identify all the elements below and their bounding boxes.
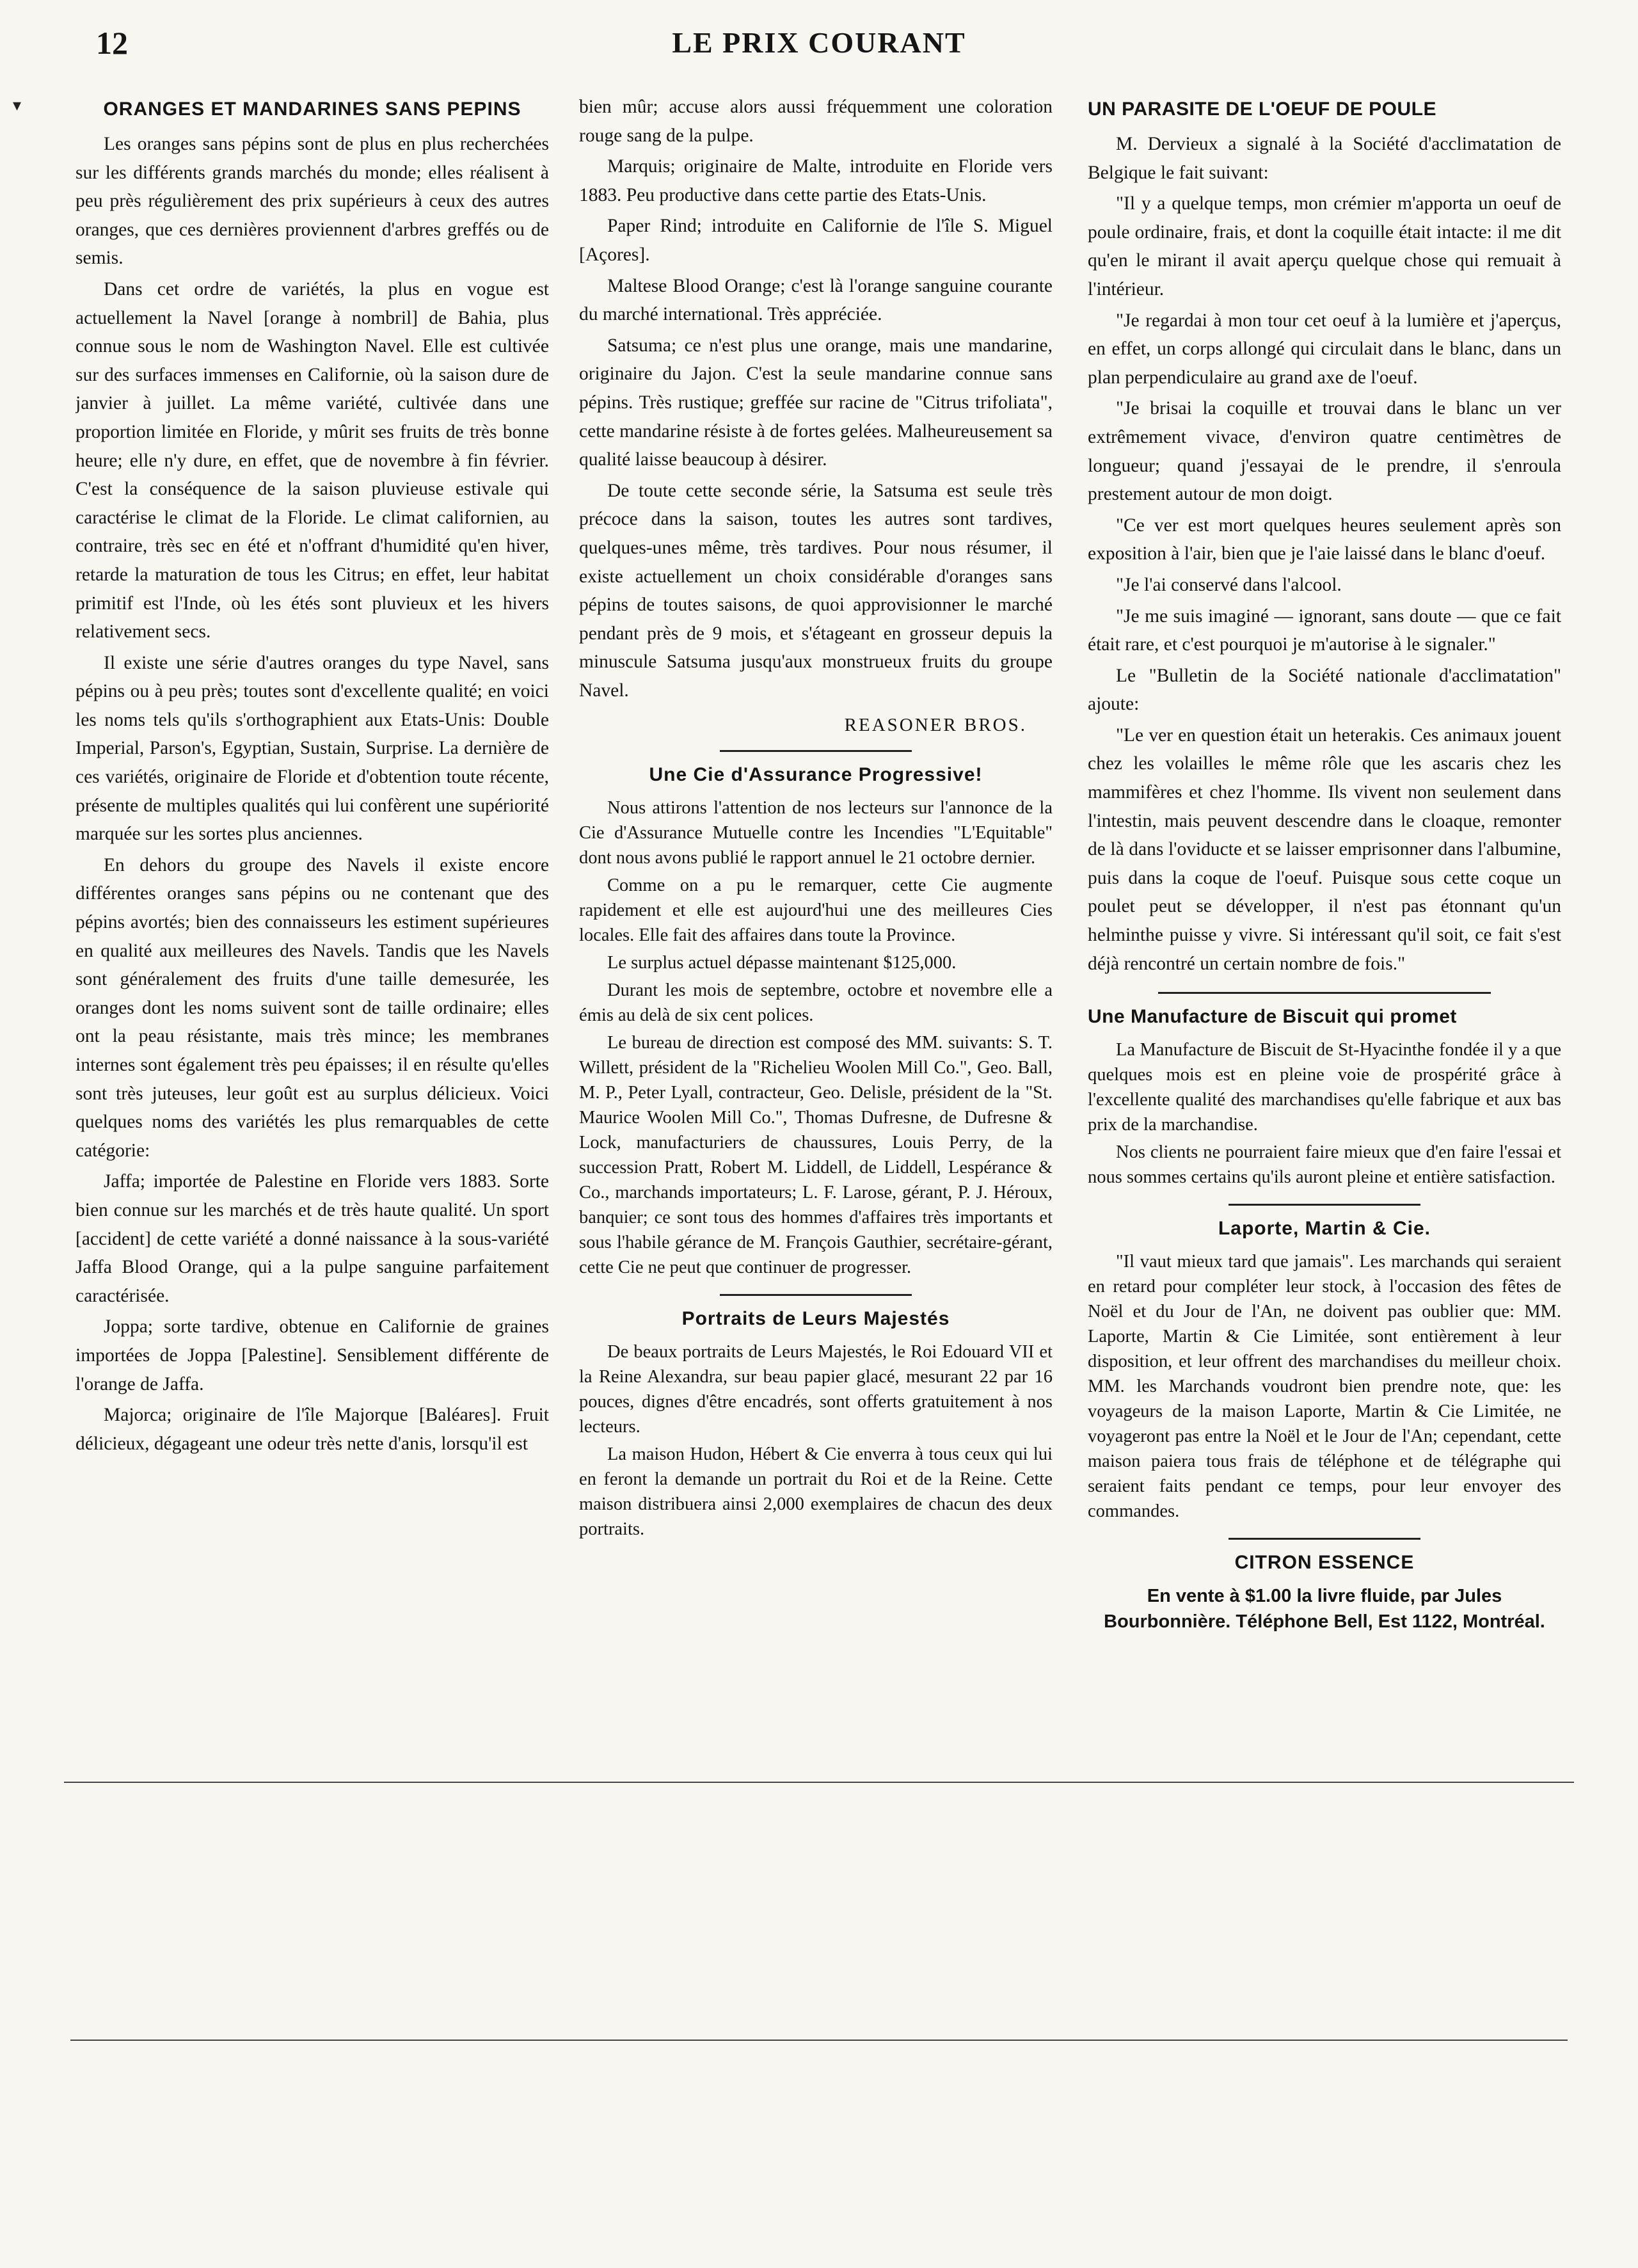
paragraph: "Il vaut mieux tard que jamais". Les marchands qui seraient en retard pour compléter leur stock, à l'occasion des fêtes de Noël et du Jour de l'An, ne doivent pas oublier que: MM. Laporte, Martin & Cie Limitée, sont entièrement à leur disposition, et leur offrent des marchandises du meilleur choix. MM. les Marchands voudront bien prendre note, que: les voyageurs de la maison Laporte, Martin & Cie Limitée, ne voyageront pas entre la Noël et le Jour de l'An; cependant, cette maison paiera tous frais de téléphone et de télégraphe qui seraient faits pendant ce temps, pour leur envoyer des commandes.	[1088, 1252, 1561, 1522]
paragraph: "Je l'ai conservé dans l'alcool.	[1116, 574, 1342, 595]
section-divider	[720, 750, 912, 752]
paragraph: Dans cet ordre de variétés, la plus en vogue est actuellement la Navel [orange à nombril] de Bahia, plus connue sous le nom de Washington Navel. Elle est cultivée sur des surfaces immenses en Californie, où la saison dure de janvier à juillet. La même variété, cultivée dans une proportion limitée en Floride, y mûrit ses fruits de très bonne heure; elle n'y dure, en effet, que de novembre à fin février. C'est la conséquence de la saison pluvieuse estivale qui caractérise le climat de la Floride. Le climat californien, au contraire, très sec en été et n'offrant d'humidité qu'en hiver, retarde la maturation de tous les Citrus; en effet, leur habitat primitif est l'Inde, où les étés sont pluvieux et les hivers relativement secs.	[76, 278, 549, 643]
article-title-laporte: Laporte, Martin & Cie.	[1218, 1218, 1431, 1240]
paragraph: Majorca; originaire de l'île Majorque [Baléares]. Fruit délicieux, dégageant une odeur très nette d'anis, lorsqu'il est	[76, 1405, 549, 1454]
paragraph: Le bureau de direction est composé des MM. suivants: S. T. Willett, président de la "Richelieu Woolen Mill Co.", Geo. Ball, M. P., Peter Lyall, contracteur, Geo. Delisle, président de la "St. Maurice Woolen Mill Co.", Thomas Dufresne, de Dufresne & Lock, manufacturiers de chaussures, Louis Perry, de la succession Pratt, Robert M. Liddell, de Liddell, Lespérance & Co., marchands importateurs; L. F. Larose, gérant, P. J. Héroux, banquier; ce sont tous des hommes d'affaires très importants et sous l'habile gérance de M. François Gauthier, secrétaire-gérant, cette Cie ne peut que continuer de progresser.	[579, 1033, 1053, 1278]
paragraph: Les oranges sans pépins sont de plus en plus recherchées sur les différents grands marchés du monde; elles réalisent à peu près régulièrement des prix supérieurs à ceux des autres oranges, que ces dernières proviennent d'arbres greffés ou de semis.	[76, 134, 549, 269]
paragraph: "Il y a quelque temps, mon crémier m'apporta un oeuf de poule ordinaire, frais, et dont la coquille était intacte: il me dit qu'en le mirant il avait aperçu quelque chose qui remuait à l'intérieur.	[1088, 193, 1561, 299]
paragraph: "Je me suis imaginé — ignorant, sans doute — que ce fait était rare, et c'est pourquoi je m'autorise à le signaler."	[1088, 605, 1561, 655]
paragraph: Maltese Blood Orange; c'est là l'orange sanguine courante du marché international. Très appréciée.	[579, 275, 1053, 325]
paragraph: "Je regardai à mon tour cet oeuf à la lumière et j'aperçus, en effet, un corps allongé qui circulait dans le blanc, dans un plan perpendiculaire au grand axe de l'oeuf.	[1088, 310, 1561, 388]
journal-title: LE PRIX COURANT	[672, 26, 966, 59]
paragraph: Joppa; sorte tardive, obtenue en Californie de graines importées de Joppa [Palestine]. Sensiblement différente de l'orange de Jaffa.	[76, 1316, 549, 1394]
paragraph: Il existe une série d'autres oranges du type Navel, sans pépins ou à peu près; toutes sont d'excellente qualité; en voici les noms tels qu'ils s'orthographient aux Etats-Unis: Double Imperial, Parson's, Egyptian, Sustain, Surprise. La dernière de ces variétés, originaire de Floride et d'obtention toute récente, présente de multiples qualités qui lui confèrent une supériorité marquée sur les sortes plus anciennes.	[76, 652, 549, 845]
citron-advert-text: En vente à $1.00 la livre fluide, par Jules Bourbonnière. Téléphone Bell, Est 1122, Montréal.	[1104, 1586, 1545, 1633]
article-title-oranges: ORANGES ET MANDARINES SANS PEPINS	[103, 99, 521, 120]
paragraph: Le surplus actuel dépasse maintenant $125,000.	[607, 953, 957, 973]
section-divider	[1228, 1538, 1420, 1540]
paragraph: "Le ver en question était un heterakis. Ces animaux jouent chez les volailles le même rôle que les ascaris chez les mammifères et chez l'homme. Ils vivent non seulement dans l'intestin, mais peuvent descendre dans le cloaque, remonter de là dans l'oviducte et se laisser emprisonner dans l'albumine, puis dans la coque de l'oeuf. Puisque sous cette coque un poulet peut se développer, il n'est pas étonnant qu'un helminthe puisse y vivre. Si intéressant qu'il soit, ce fait s'est déjà rencontré un certain nombre de fois."	[1088, 724, 1561, 974]
section-divider	[720, 1294, 912, 1296]
paragraph: Satsuma; ce n'est plus une orange, mais une mandarine, originaire du Jajon. C'est la seule mandarine connue sans pépins. Très rustique; greffée sur racine de "Citrus trifoliata", cette mandarine résiste à de fortes gelées. Malheureusement sa qualité laisse beaucoup à désirer.	[579, 335, 1053, 470]
article-title-biscuit: Une Manufacture de Biscuit qui promet	[1088, 1006, 1457, 1028]
paragraph: Durant les mois de septembre, octobre et novembre elle a émis au delà de six cent polices.	[579, 980, 1053, 1026]
article-title-parasite: UN PARASITE DE L'OEUF DE POULE	[1088, 99, 1436, 120]
paragraph: De toute cette seconde série, la Satsuma est seule très précoce dans la saison, toutes les autres sont tardives, quelques-unes même, très tardives. Pour nous résumer, il existe actuellement un choix considérable d'oranges sans pépins de toutes saisons, de quoi approvisionner le marché pendant près de 9 mois, et s'étageant en grosseur depuis la minuscule Satsuma jusqu'aux monstrueux fruits du groupe Navel.	[579, 480, 1053, 701]
article-title-portraits: Portraits de Leurs Majestés	[681, 1308, 950, 1330]
paragraph: bien mûr; accuse alors aussi fréquemment une coloration rouge sang de la pulpe.	[579, 97, 1053, 146]
paragraph: La maison Hudon, Hébert & Cie enverra à tous ceux qui lui en feront la demande un portrait du Roi et de la Reine. Cette maison distribuera ainsi 2,000 exemplaires de chacun des deux portraits.	[579, 1444, 1053, 1540]
scan-fold-line	[64, 1782, 1574, 1783]
column-1	[76, 93, 549, 2224]
paragraph: De beaux portraits de Leurs Majestés, le Roi Edouard VII et la Reine Alexandra, sur beau papier glacé, mesurant 22 par 16 pouces, dignes d'être encadrés, sont offerts gratuitement à nos lecteurs.	[579, 1342, 1053, 1437]
section-divider	[1228, 1204, 1420, 1206]
page-number: 12	[96, 25, 128, 61]
paragraph: Le "Bulletin de la Société nationale d'acclimatation" ajoute:	[1088, 665, 1561, 715]
signature: REASONER BROS.	[844, 715, 1027, 736]
paragraph: La Manufacture de Biscuit de St-Hyacinthe fondée il y a que quelques mois est en pleine voie de prospérité grâce à l'excellente qualité des marchandises qu'elle fabrique et aux bas prix de la marchandise.	[1088, 1040, 1561, 1135]
paragraph: "Je brisai la coquille et trouvai dans le blanc un ver extrêmement vivace, d'environ quatre centimètres de longueur; quand j'essayai de le prendre, il s'enroula prestement autour de mon doigt.	[1088, 398, 1561, 505]
paragraph: "Ce ver est mort quelques heures seulement après son exposition à l'air, bien que je l'aie laissé dans le blanc d'oeuf.	[1088, 515, 1561, 564]
paragraph: Marquis; originaire de Malte, introduite en Floride vers 1883. Peu productive dans cette partie des Etats-Unis.	[579, 156, 1053, 205]
article-title-assurance: Une Cie d'Assurance Progressive!	[649, 764, 983, 786]
paragraph: Jaffa; importée de Palestine en Floride vers 1883. Sorte bien connue sur les marchés et de très haute qualité. Un sport [accident] de cette variété a donné naissance à la sous-variété Jaffa Blood Orange, qui a la pulpe sanguine parfaitement caractérisée.	[76, 1171, 549, 1306]
paragraph: En dehors du groupe des Navels il existe encore différentes oranges sans pépins ou ne contenant que des pépins avortés; bien des connaisseurs les estiment supérieures en qualité aux meilleures des Navels. Tandis que les Navels sont généralement des fruits d'une taille demesurée, les oranges dont les noms suivent sont de taille ordinaire; elles ont la peau résistante, mais très mince; les membranes internes sont également très peu épaisses; il en résulte qu'elles sont très juteuses, leur goût est au surplus délicieux. Voici quelques noms des variétés les plus remarquables de cette catégorie:	[76, 854, 549, 1161]
paragraph: Nous attirons l'attention de nos lecteurs sur l'annonce de la Cie d'Assurance Mutuelle contre les Incendies "L'Equitable" dont nous avons publié le rapport annuel le 21 octobre dernier.	[579, 798, 1053, 868]
paragraph: Comme on a pu le remarquer, cette Cie augmente rapidement et elle est aujourd'hui une des meilleures Cies locales. Elle fait des affaires dans toute la Province.	[579, 875, 1053, 946]
column-3	[1088, 93, 1561, 2224]
paragraph: M. Dervieux a signalé à la Société d'acclimatation de Belgique le fait suivant:	[1088, 134, 1561, 183]
scan-mark: ▾	[13, 96, 22, 115]
paragraph: Nos clients ne pourraient faire mieux que d'en faire l'essai et nous sommes certains qu'ils auront pleine et entière satisfaction.	[1088, 1142, 1561, 1188]
paragraph: Paper Rind; introduite en Californie de l'île S. Miguel [Açores].	[579, 216, 1053, 265]
section-divider	[1158, 992, 1491, 994]
scan-fold-line	[70, 2040, 1568, 2041]
column-2	[579, 93, 1053, 2224]
article-title-citron: CITRON ESSENCE	[1234, 1552, 1415, 1574]
